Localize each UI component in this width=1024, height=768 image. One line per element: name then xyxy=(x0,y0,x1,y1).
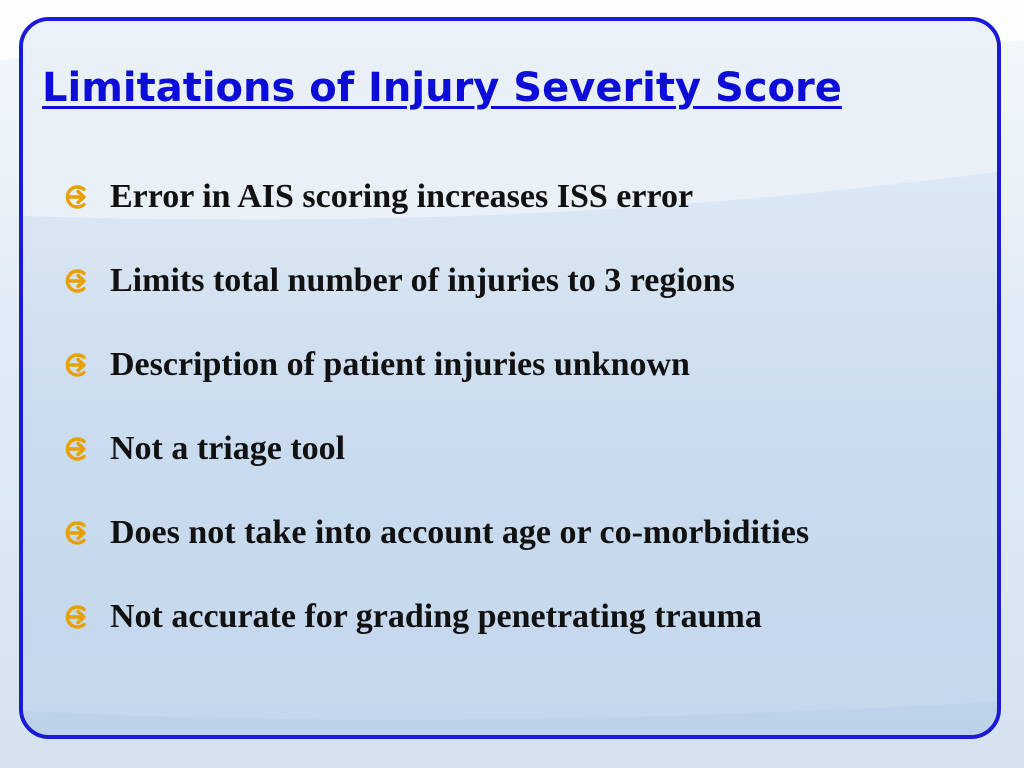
circled-arrow-right-icon xyxy=(62,518,92,548)
bullet-item xyxy=(62,491,809,575)
bullet-text: Not accurate for grading penetrating trauma xyxy=(110,598,762,635)
circled-arrow-right-icon xyxy=(62,182,92,212)
bullet-text: Error in AIS scoring increases ISS error xyxy=(110,178,694,215)
circled-arrow-right-icon xyxy=(62,350,92,380)
circled-arrow-right-icon xyxy=(62,434,92,464)
bullet-text: Description of patient injuries unknown xyxy=(110,346,690,383)
bullet-item xyxy=(62,407,809,491)
slide-title: Limitations of Injury Severity Score xyxy=(42,65,842,111)
bullet-list xyxy=(62,155,809,659)
bullet-item xyxy=(62,239,809,323)
bullet-text: Limits total number of injuries to 3 regions xyxy=(110,262,735,299)
bullet-item xyxy=(62,575,809,659)
circled-arrow-right-icon xyxy=(62,266,92,296)
bullet-item xyxy=(62,155,809,239)
bullet-item xyxy=(62,323,809,407)
bullet-text: Does not take into account age or co-morbidities xyxy=(110,514,810,551)
circled-arrow-right-icon xyxy=(62,602,92,632)
bullet-text: Not a triage tool xyxy=(110,430,346,467)
